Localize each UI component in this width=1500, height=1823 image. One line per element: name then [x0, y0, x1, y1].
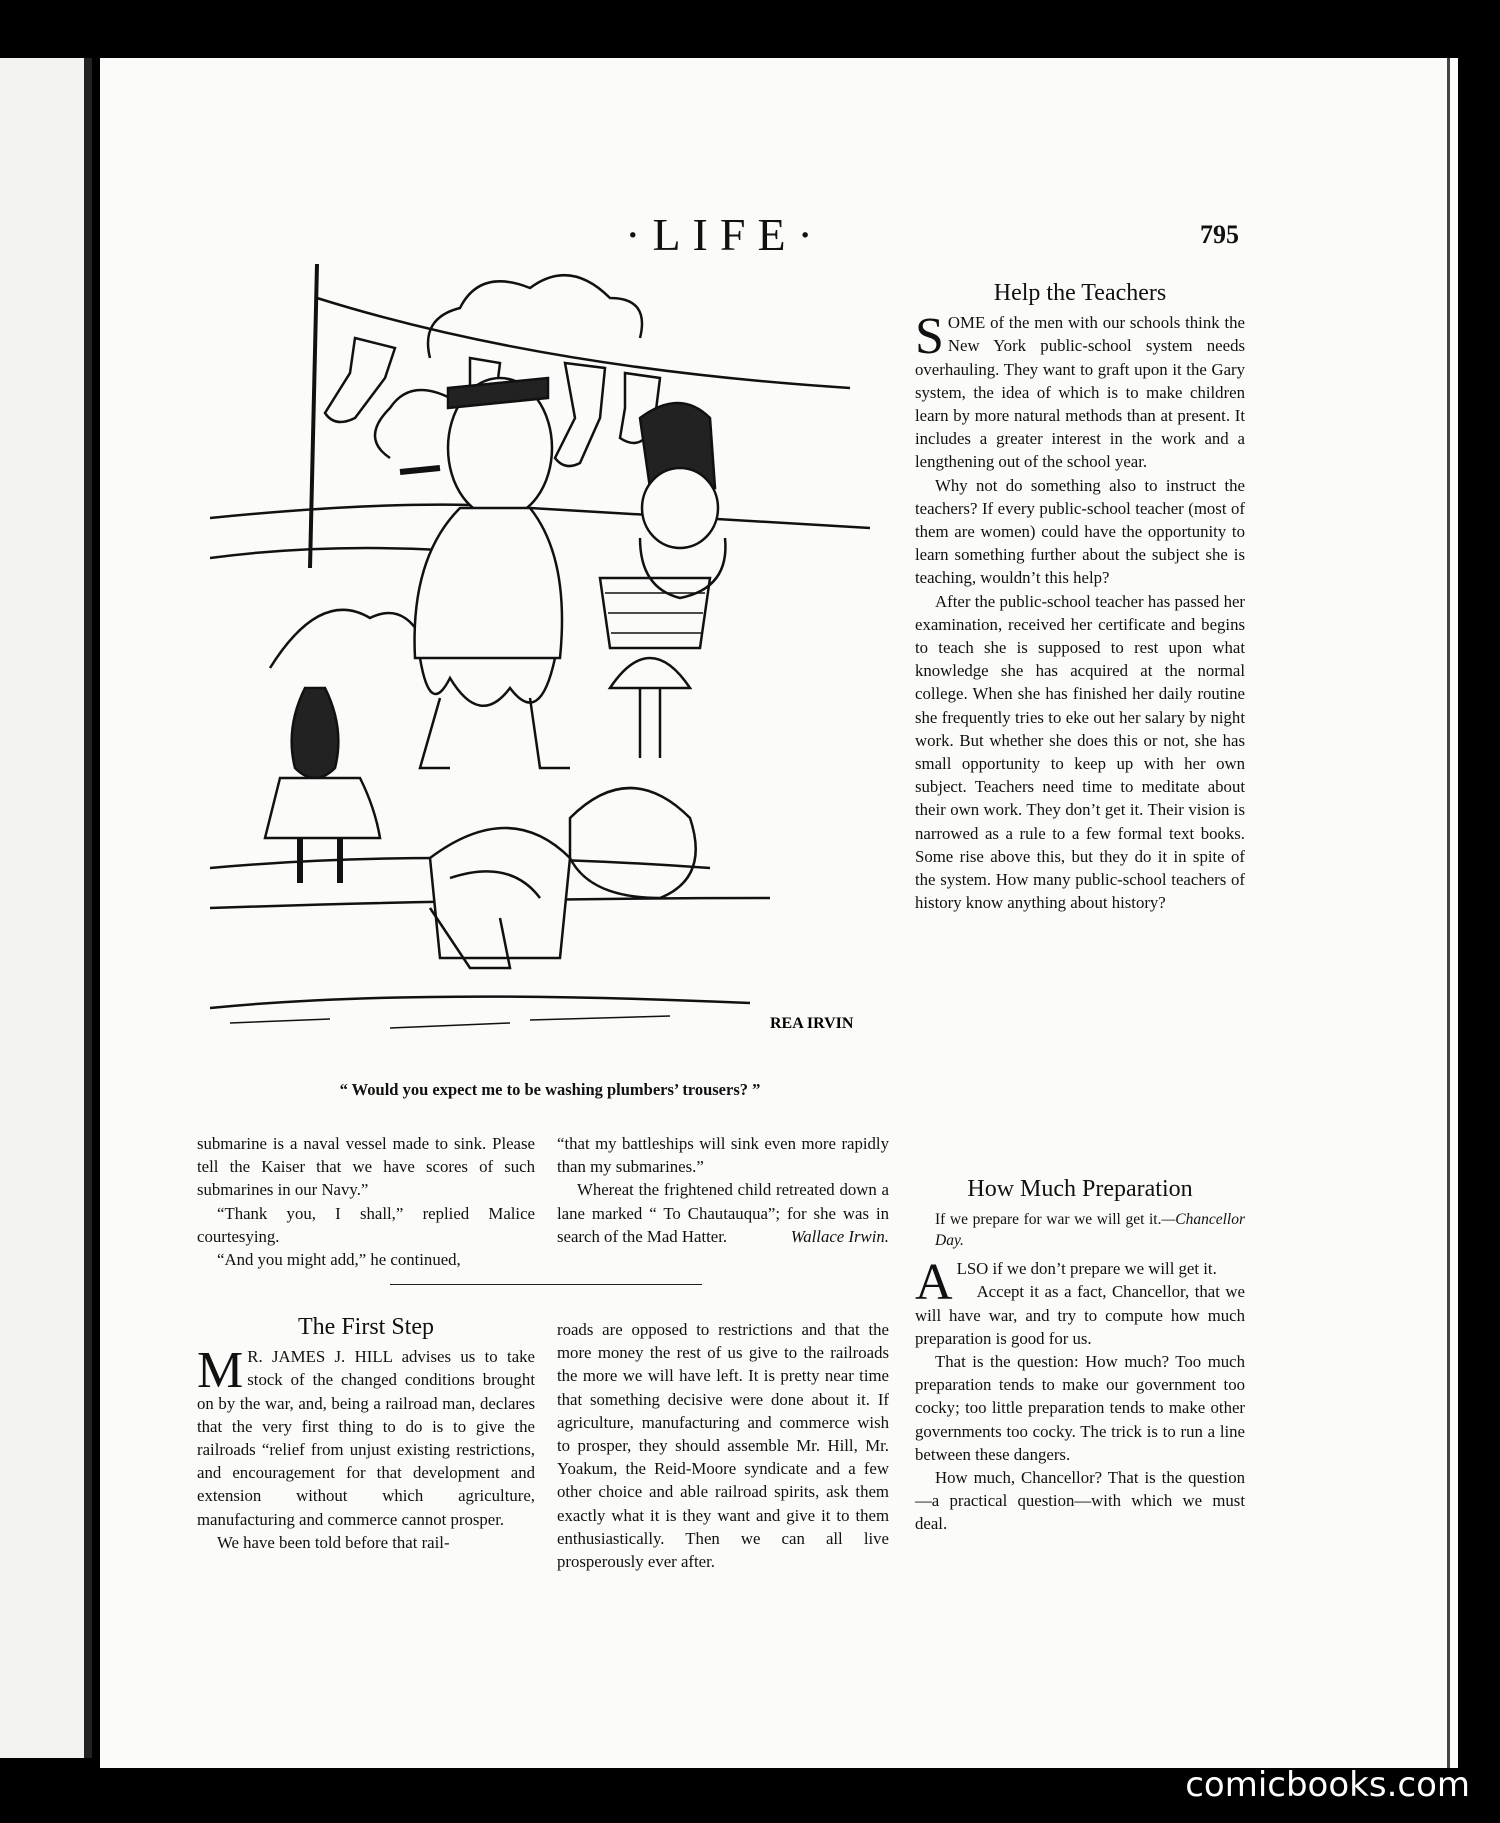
help-teachers-paragraph	[915, 308, 1245, 473]
help-teachers-paragraph: Why not do something also to instruct the teachers? If every public-school teacher (most of them are women) could have the opportunity to learn something further about the subject she is teaching, wouldn’t this help?	[915, 475, 1245, 588]
help-teachers-text: OME of the men with our schools think the New York public-school system needs overhauling. They want to graft upon it the Gary system, the idea of which is to make children learn by more natural methods than at present. It includes a greater interest in the work and a lengthening out of the school year.	[915, 313, 1245, 472]
cartoon-caption: “ Would you expect me to be washing plumbers’ trousers? ”	[339, 1080, 761, 1099]
first-step-text: R. JAMES J. HILL advises us to take stock of the changed conditions brought on by the war, and, being a railroad man, declares that the very first thing to do is to give the railroads “relief from unjust existing restrictions, and encouragement for that development and extension without which agriculture, manufacturing and commerce cannot prosper.	[197, 1347, 535, 1529]
how-much-paragraph: How much, Chancellor? That is the question—a practical question—with which we must deal.	[915, 1468, 1245, 1534]
dropcap: A	[915, 1254, 953, 1312]
story-continued-col2	[557, 1132, 889, 1248]
dropcap: M	[197, 1342, 244, 1400]
first-step-col1	[197, 1316, 535, 1554]
first-step-paragraph: roads are opposed to restrictions and that the more money the rest of us give to the railroads the more we will have left. It is pretty near time that something decisive were done about it. If agriculture, manufacturing and commerce wish to prosper, they should assemble Mr. Hill, Mr. Yoakum, the Reid-Moore syndicate and a few other choice and able railroad spirits, ask them exactly what it is they want and give it to them enthusiastically. Then we can all live prosperously ever after.	[557, 1320, 889, 1572]
story-paragraph-text: Whereat the frightened child retreated down a lane marked “ To Chautauqua”; for she was in search of the Mad Hatter.	[557, 1180, 889, 1246]
story-paragraph: “that my battleships will sink even more rapidly than my submarines.”	[557, 1134, 889, 1177]
story-paragraph	[557, 1178, 889, 1248]
how-much-paragraph: That is the question: How much? Too much preparation tends to make our government too cocky; too little preparation tends to make other governments too cocky. The trick is to run a line between these dangers.	[915, 1352, 1245, 1464]
help-teachers-title: Help the Teachers	[993, 280, 1167, 306]
artist-signature: REA IRVIN	[770, 1015, 854, 1032]
first-step-paragraph: We have been told before that rail-	[217, 1532, 450, 1552]
how-much-article	[915, 1178, 1245, 1536]
story-paragraph: “Thank you, I shall,” replied Malice courtesying.	[197, 1203, 535, 1246]
binding-gutter	[84, 58, 92, 1758]
first-step-col2	[557, 1318, 889, 1573]
how-much-title: How Much Preparation	[967, 1176, 1193, 1202]
author-signature: Wallace Irwin.	[790, 1226, 889, 1246]
dropcap: S	[915, 308, 944, 366]
how-much-text: LSO if we don’t prepare we will get it.	[956, 1259, 1217, 1279]
how-much-paragraph	[915, 1254, 1245, 1312]
how-much-paragraph: Accept it as a fact, Chancellor, that we will have war, and try to compute how much preparation is good for us.	[915, 1282, 1245, 1348]
page-scan-edge	[1447, 58, 1450, 1768]
page-number: 795	[1200, 220, 1239, 249]
story-continued-col1	[197, 1132, 535, 1271]
epigraph-attribution: —Chancellor Day.	[935, 1211, 1245, 1250]
epigraph	[915, 1209, 1245, 1251]
story-paragraph: submarine is a naval vessel made to sink. Please tell the Kaiser that we have scores of such submarines in our Navy.”	[197, 1134, 535, 1200]
section-divider	[390, 1284, 702, 1285]
help-teachers-article	[915, 282, 1245, 914]
watermark: comicbooks.com	[1185, 1765, 1470, 1805]
first-step-paragraph	[197, 1342, 535, 1531]
cartoon-illustration	[210, 258, 870, 1078]
masthead: ·LIFE·	[625, 209, 825, 260]
first-step-title: The First Step	[298, 1314, 434, 1340]
left-page-edge	[0, 58, 92, 1758]
story-paragraph: “And you might add,” he continued,	[217, 1250, 461, 1270]
help-teachers-paragraph: After the public-school teacher has passed her examination, received her certificate and begins to teach she is supposed to rest upon what knowledge she has acquired at the normal college. When she has finished her daily routine she frequently tries to eke out her salary by night work. But whether she does this or not, she has small opportunity to keep up with her own subject. Teachers need time to meditate about their own work. They don’t get it. Their vision is narrowed as a rule to a few formal text books. Some rise above this, but they do it in spite of the system. How many public-school teachers of history know anything about history?	[915, 591, 1245, 913]
epigraph-text: If we prepare for war we will get it.	[935, 1211, 1162, 1229]
